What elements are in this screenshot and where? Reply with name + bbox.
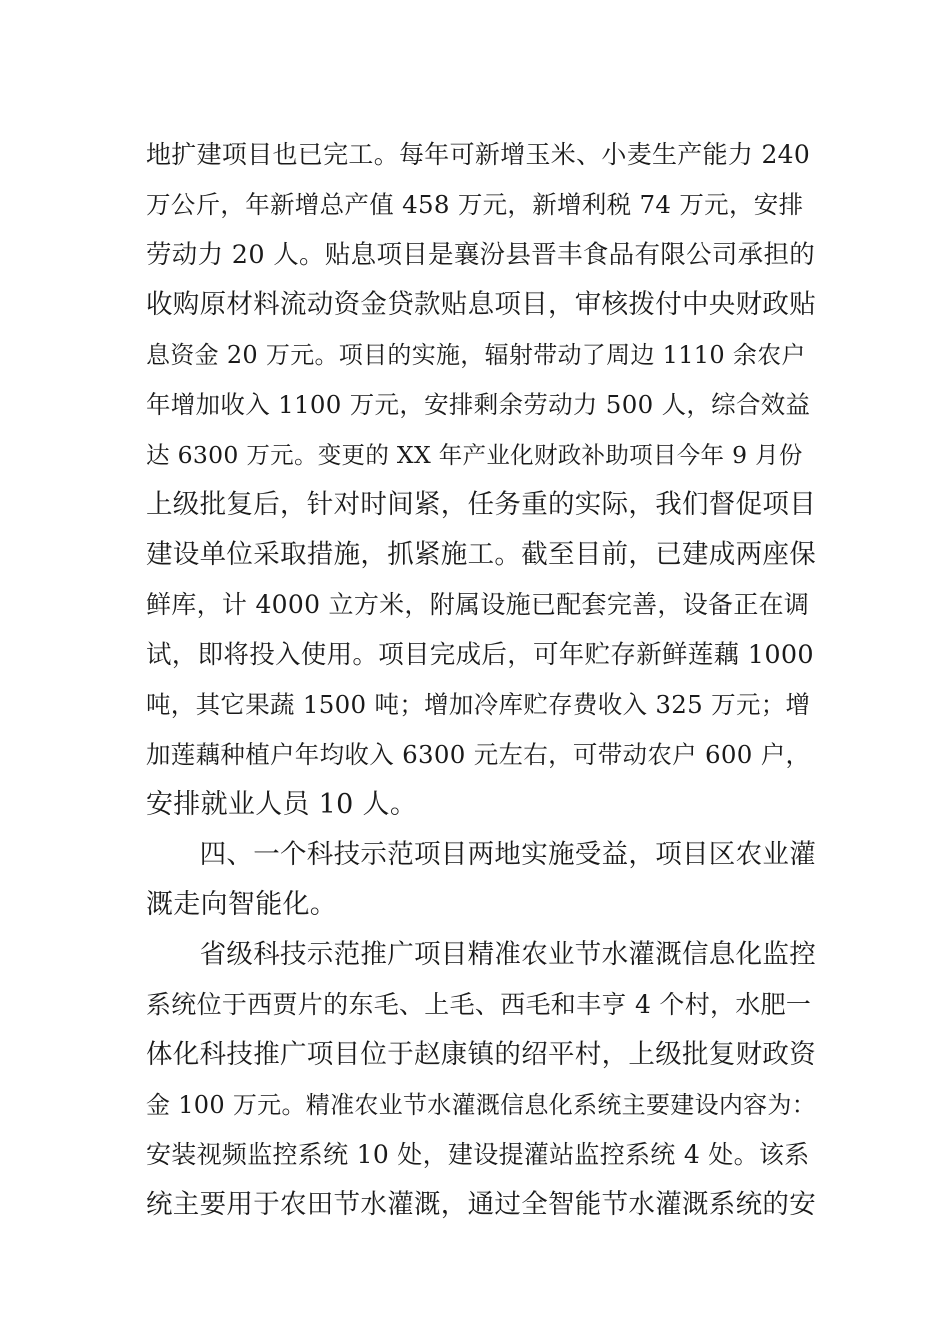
text-line: 息资金 20 万元。项目的实施，辐射带动了周边 1110 余农户	[146, 341, 806, 369]
text-line: 万公斤，年新增总产值 458 万元，新增利税 74 万元，安排	[146, 190, 804, 219]
text-line: 鲜库，计 4000 立方米，附属设施已配套完善，设备正在调	[146, 590, 810, 619]
text-line: 体化科技推广项目位于赵康镇的绍平村，上级批复财政资	[146, 1039, 816, 1070]
text-line: 安排就业人员 10 人。	[146, 789, 418, 820]
text-line: 吨，其它果蔬 1500 吨；增加冷库贮存费收入 325 万元；增	[146, 690, 811, 719]
section-heading-line: 四、一个科技示范项目两地实施受益，项目区农业灌	[146, 839, 816, 870]
body-text	[146, 130, 816, 1230]
text-line: 年增加收入 1100 万元，安排剩余劳动力 500 人，综合效益	[146, 390, 811, 419]
text-line: 统主要用于农田节水灌溉，通过全智能节水灌溉系统的安	[146, 1189, 816, 1220]
text-line: 加莲藕种植户年均收入 6300 元左右，可带动农户 600 户，	[146, 740, 811, 769]
text-line: 上级批复后，针对时间紧，任务重的实际，我们督促项目	[146, 489, 816, 520]
text-line: 地扩建项目也已完工。每年可新增玉米、小麦生产能力 240	[146, 140, 811, 169]
text-line: 建设单位采取措施，抓紧施工。截至目前，已建成两座保	[146, 539, 816, 570]
text-line: 金 100 万元。精准农业节水灌溉信息化系统主要建设内容为：	[146, 1091, 817, 1119]
text-line: 省级科技示范推广项目精准农业节水灌溉信息化监控	[146, 939, 816, 970]
text-line: 系统位于西贾片的东毛、上毛、西毛和丰亨 4 个村，水肥一	[146, 990, 812, 1019]
section-heading-line: 溉走向智能化。	[146, 889, 338, 920]
text-line: 试，即将投入使用。项目完成后，可年贮存新鲜莲藕 1000	[146, 640, 814, 670]
text-line: 劳动力 20 人。贴息项目是襄汾县晋丰食品有限公司承担的	[146, 240, 816, 270]
text-line: 达 6300 万元。变更的 XX 年产业化财政补助项目今年 9 月份	[146, 441, 803, 469]
text-line: 收购原材料流动资金贷款贴息项目，审核拨付中央财政贴	[146, 289, 816, 320]
text-line: 安装视频监控系统 10 处，建设提灌站监控系统 4 处。该系	[146, 1140, 810, 1169]
